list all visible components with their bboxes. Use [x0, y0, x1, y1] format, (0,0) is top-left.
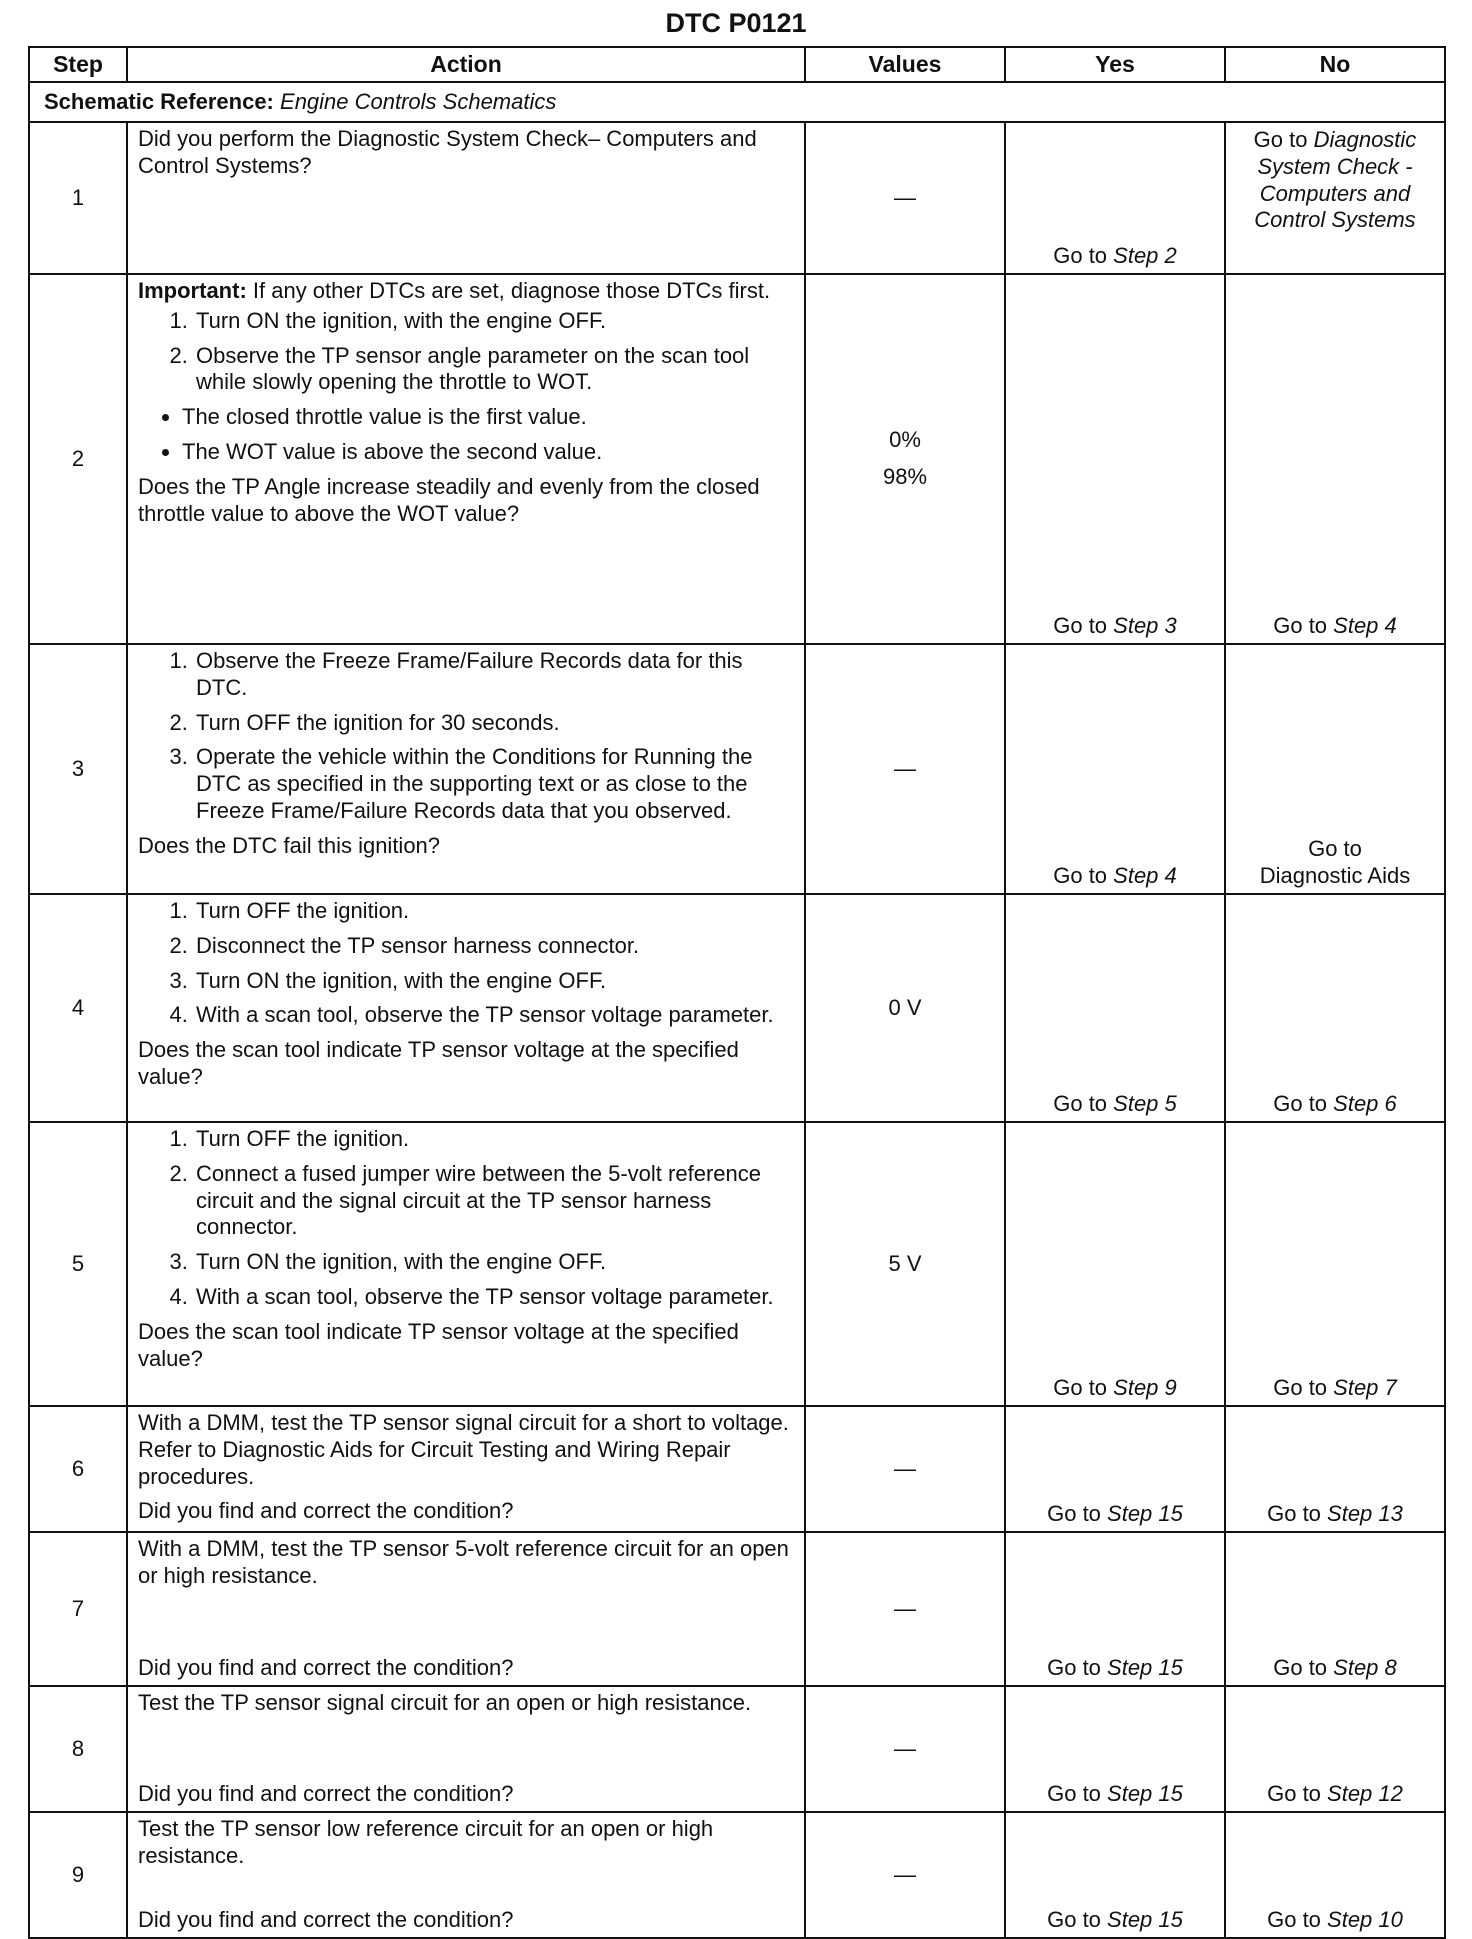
- list-item: 3. Turn ON the ignition, with the engine OFF.: [194, 1249, 796, 1276]
- step-number: 3: [29, 644, 127, 894]
- no-cell[interactable]: [1225, 1686, 1445, 1812]
- no-diagnostic-aids-link[interactable]: Diagnostic Aids: [1259, 863, 1411, 889]
- step-number: 2: [29, 274, 127, 644]
- yes-step-link[interactable]: Step 15: [1107, 1907, 1183, 1933]
- no-prefix: Go to: [1253, 127, 1314, 152]
- action-cell: [127, 1532, 805, 1686]
- no-step-link[interactable]: Step 12: [1327, 1781, 1403, 1807]
- values-cell: [805, 894, 1005, 1122]
- yes-cell[interactable]: [1005, 1812, 1225, 1938]
- list-item: 1. Turn OFF the ignition.: [194, 1126, 796, 1153]
- values-cell: [805, 274, 1005, 644]
- no-step-link[interactable]: Step 13: [1327, 1501, 1403, 1527]
- step-instruction: Test the TP sensor signal circuit for an open or high resistance.: [138, 1690, 752, 1715]
- yes-cell[interactable]: [1005, 122, 1225, 274]
- yes-prefix: Go to: [1047, 1907, 1108, 1933]
- schematic-reference-row: [29, 82, 1445, 122]
- step-number: 8: [29, 1686, 127, 1812]
- yes-cell[interactable]: [1005, 274, 1225, 644]
- no-prefix: Go to: [1267, 1907, 1328, 1933]
- action-cell: [127, 1122, 805, 1406]
- action-cell: [127, 1686, 805, 1812]
- values-cell: —: [805, 1406, 1005, 1532]
- values-cell: [805, 1122, 1005, 1406]
- no-cell[interactable]: [1225, 274, 1445, 644]
- action-cell: [127, 1812, 805, 1938]
- no-step-link[interactable]: Step 7: [1333, 1375, 1397, 1401]
- header-values: Values: [805, 47, 1005, 82]
- yes-cell[interactable]: [1005, 1406, 1225, 1532]
- header-yes: Yes: [1005, 47, 1225, 82]
- schematic-reference: [29, 82, 1445, 122]
- step-number: 5: [29, 1122, 127, 1406]
- step-question: Does the scan tool indicate TP sensor voltage at the specified value?: [138, 1318, 739, 1371]
- yes-cell[interactable]: [1005, 1686, 1225, 1812]
- bullet-list: [138, 404, 796, 466]
- no-cell[interactable]: [1225, 644, 1445, 894]
- no-prefix: Go to: [1308, 836, 1362, 862]
- diagnostic-table: [28, 46, 1446, 1939]
- table-row: [29, 1122, 1445, 1406]
- yes-step-link[interactable]: Step 15: [1107, 1781, 1183, 1807]
- no-step-link[interactable]: Step 8: [1333, 1655, 1397, 1681]
- step-question: Did you find and correct the condition?: [138, 1781, 514, 1807]
- yes-prefix: Go to: [1047, 1781, 1108, 1807]
- table-row: [29, 1532, 1445, 1686]
- no-cell[interactable]: [1225, 1122, 1445, 1406]
- yes-prefix: Go to: [1047, 1501, 1108, 1527]
- no-ref-link-line2[interactable]: System Check -: [1257, 153, 1413, 179]
- step-question: Does the TP Angle increase steadily and evenly from the closed throttle value to above the WOT value?: [138, 473, 760, 526]
- yes-prefix: Go to: [1053, 1375, 1114, 1401]
- yes-cell[interactable]: [1005, 644, 1225, 894]
- table-row: [29, 274, 1445, 644]
- list-item: 1. Turn ON the ignition, with the engine OFF.: [194, 308, 796, 335]
- no-ref-link-line3[interactable]: Computers and: [1259, 180, 1411, 206]
- table-row: [29, 122, 1445, 274]
- no-cell[interactable]: [1225, 894, 1445, 1122]
- yes-step-link[interactable]: Step 9: [1113, 1375, 1177, 1401]
- values-cell: —: [805, 1686, 1005, 1812]
- list-item: 2. Turn OFF the ignition for 30 seconds.: [194, 710, 796, 737]
- step-instruction: With a DMM, test the TP sensor 5-volt reference circuit for an open or high resistance.: [138, 1536, 789, 1588]
- values-cell: —: [805, 1812, 1005, 1938]
- table-row: [29, 1686, 1445, 1812]
- action-cell: [127, 644, 805, 894]
- no-cell[interactable]: [1225, 1532, 1445, 1686]
- action-cell: [127, 274, 805, 644]
- list-item: 1. Turn OFF the ignition.: [194, 898, 796, 925]
- no-prefix: Go to: [1267, 1781, 1328, 1807]
- values-cell: —: [805, 1532, 1005, 1686]
- yes-prefix: Go to: [1053, 243, 1114, 269]
- yes-prefix: Go to: [1053, 863, 1114, 889]
- step-number: 4: [29, 894, 127, 1122]
- no-ref-link[interactable]: Diagnostic: [1313, 127, 1417, 152]
- yes-step-link[interactable]: Step 15: [1107, 1655, 1183, 1681]
- table-header-row: [29, 47, 1445, 82]
- no-step-link[interactable]: Step 6: [1333, 1091, 1397, 1117]
- step-question: Does the DTC fail this ignition?: [138, 832, 441, 858]
- yes-step-link[interactable]: Step 3: [1113, 613, 1177, 639]
- procedure-list: [138, 898, 796, 1029]
- yes-prefix: Go to: [1053, 613, 1114, 639]
- procedure-list: [138, 308, 796, 396]
- list-item: 2. Connect a fused jumper wire between the 5-volt reference circuit and the signal circuit at the TP sensor harness connector.: [194, 1161, 796, 1241]
- list-item: • The WOT value is above the second value.: [182, 439, 796, 466]
- list-item: 4. With a scan tool, observe the TP sensor voltage parameter.: [194, 1002, 796, 1029]
- yes-step-link[interactable]: Step 15: [1107, 1501, 1183, 1527]
- no-step-link[interactable]: Step 10: [1327, 1907, 1403, 1933]
- list-item: 2. Observe the TP sensor angle parameter on the scan tool while slowly opening the throttle to WOT.: [194, 343, 796, 397]
- step-instruction: With a DMM, test the TP sensor signal circuit for a short to voltage. Refer to Diagnostic Aids for Circuit Testing and Wiring Repair procedures.: [138, 1410, 789, 1489]
- value-closed-throttle: 0%: [889, 427, 921, 453]
- step-question: Did you find and correct the condition?: [138, 1907, 514, 1933]
- values-cell: —: [805, 644, 1005, 894]
- no-cell[interactable]: [1225, 1812, 1445, 1938]
- no-cell[interactable]: [1225, 122, 1445, 274]
- step-question: Did you find and correct the condition?: [138, 1498, 514, 1524]
- yes-cell[interactable]: [1005, 1122, 1225, 1406]
- table-row: [29, 894, 1445, 1122]
- important-label: Important:: [138, 278, 247, 303]
- action-cell: [127, 894, 805, 1122]
- no-prefix: Go to: [1267, 1501, 1328, 1527]
- schematic-reference-link[interactable]: Engine Controls Schematics: [280, 88, 557, 114]
- step-question: Does the scan tool indicate TP sensor voltage at the specified value?: [138, 1037, 739, 1090]
- procedure-list: [138, 1126, 796, 1311]
- no-cell[interactable]: [1225, 1406, 1445, 1532]
- schematic-reference-label: Schematic Reference:: [44, 88, 274, 114]
- yes-cell[interactable]: [1005, 1532, 1225, 1686]
- table-row: [29, 644, 1445, 894]
- step-question: Did you perform the Diagnostic System Check– Computers and Control Systems?: [138, 126, 757, 178]
- no-prefix: Go to: [1273, 1375, 1334, 1401]
- yes-prefix: Go to: [1053, 1091, 1114, 1117]
- yes-cell[interactable]: [1005, 894, 1225, 1122]
- yes-step-link[interactable]: Step 4: [1113, 863, 1177, 889]
- important-note: [138, 278, 796, 305]
- no-prefix: Go to: [1273, 613, 1334, 639]
- list-item: 3. Operate the vehicle within the Conditions for Running the DTC as specified in the supporting text or as close to the Freeze Frame/Failure Records data that you observed.: [194, 744, 796, 824]
- no-step-link[interactable]: Step 4: [1333, 613, 1397, 639]
- value-voltage: 5 V: [888, 1250, 922, 1276]
- step-number: 1: [29, 122, 127, 274]
- yes-step-link[interactable]: Step 5: [1113, 1091, 1177, 1117]
- step-question: Did you find and correct the condition?: [138, 1655, 514, 1681]
- list-item: 3. Turn ON the ignition, with the engine OFF.: [194, 968, 796, 995]
- procedure-list: [138, 648, 796, 825]
- step-number: 9: [29, 1812, 127, 1938]
- step-number: 6: [29, 1406, 127, 1532]
- list-item: • The closed throttle value is the first value.: [182, 404, 796, 431]
- list-item: 2. Disconnect the TP sensor harness connector.: [194, 933, 796, 960]
- no-ref-link-line4[interactable]: Control Systems: [1254, 207, 1416, 233]
- table-row: [29, 1812, 1445, 1938]
- header-no: No: [1225, 47, 1445, 82]
- value-voltage: 0 V: [888, 994, 922, 1020]
- header-action: Action: [127, 47, 805, 82]
- yes-step-link[interactable]: Step 2: [1113, 243, 1177, 269]
- step-number: 7: [29, 1532, 127, 1686]
- page-title: DTC P0121: [665, 8, 807, 38]
- list-item: 1. Observe the Freeze Frame/Failure Records data for this DTC.: [194, 648, 796, 702]
- list-item: 4. With a scan tool, observe the TP sensor voltage parameter.: [194, 1284, 796, 1311]
- step-instruction: Test the TP sensor low reference circuit for an open or high resistance.: [138, 1816, 714, 1868]
- no-prefix: Go to: [1273, 1655, 1334, 1681]
- header-step: Step: [29, 47, 127, 82]
- no-prefix: Go to: [1273, 1091, 1334, 1117]
- values-cell: —: [805, 122, 1005, 274]
- table-row: [29, 1406, 1445, 1532]
- value-wot: 98%: [882, 464, 928, 489]
- action-cell: [127, 122, 805, 274]
- important-text: If any other DTCs are set, diagnose those DTCs first.: [252, 278, 771, 303]
- action-cell: [127, 1406, 805, 1532]
- yes-prefix: Go to: [1047, 1655, 1108, 1681]
